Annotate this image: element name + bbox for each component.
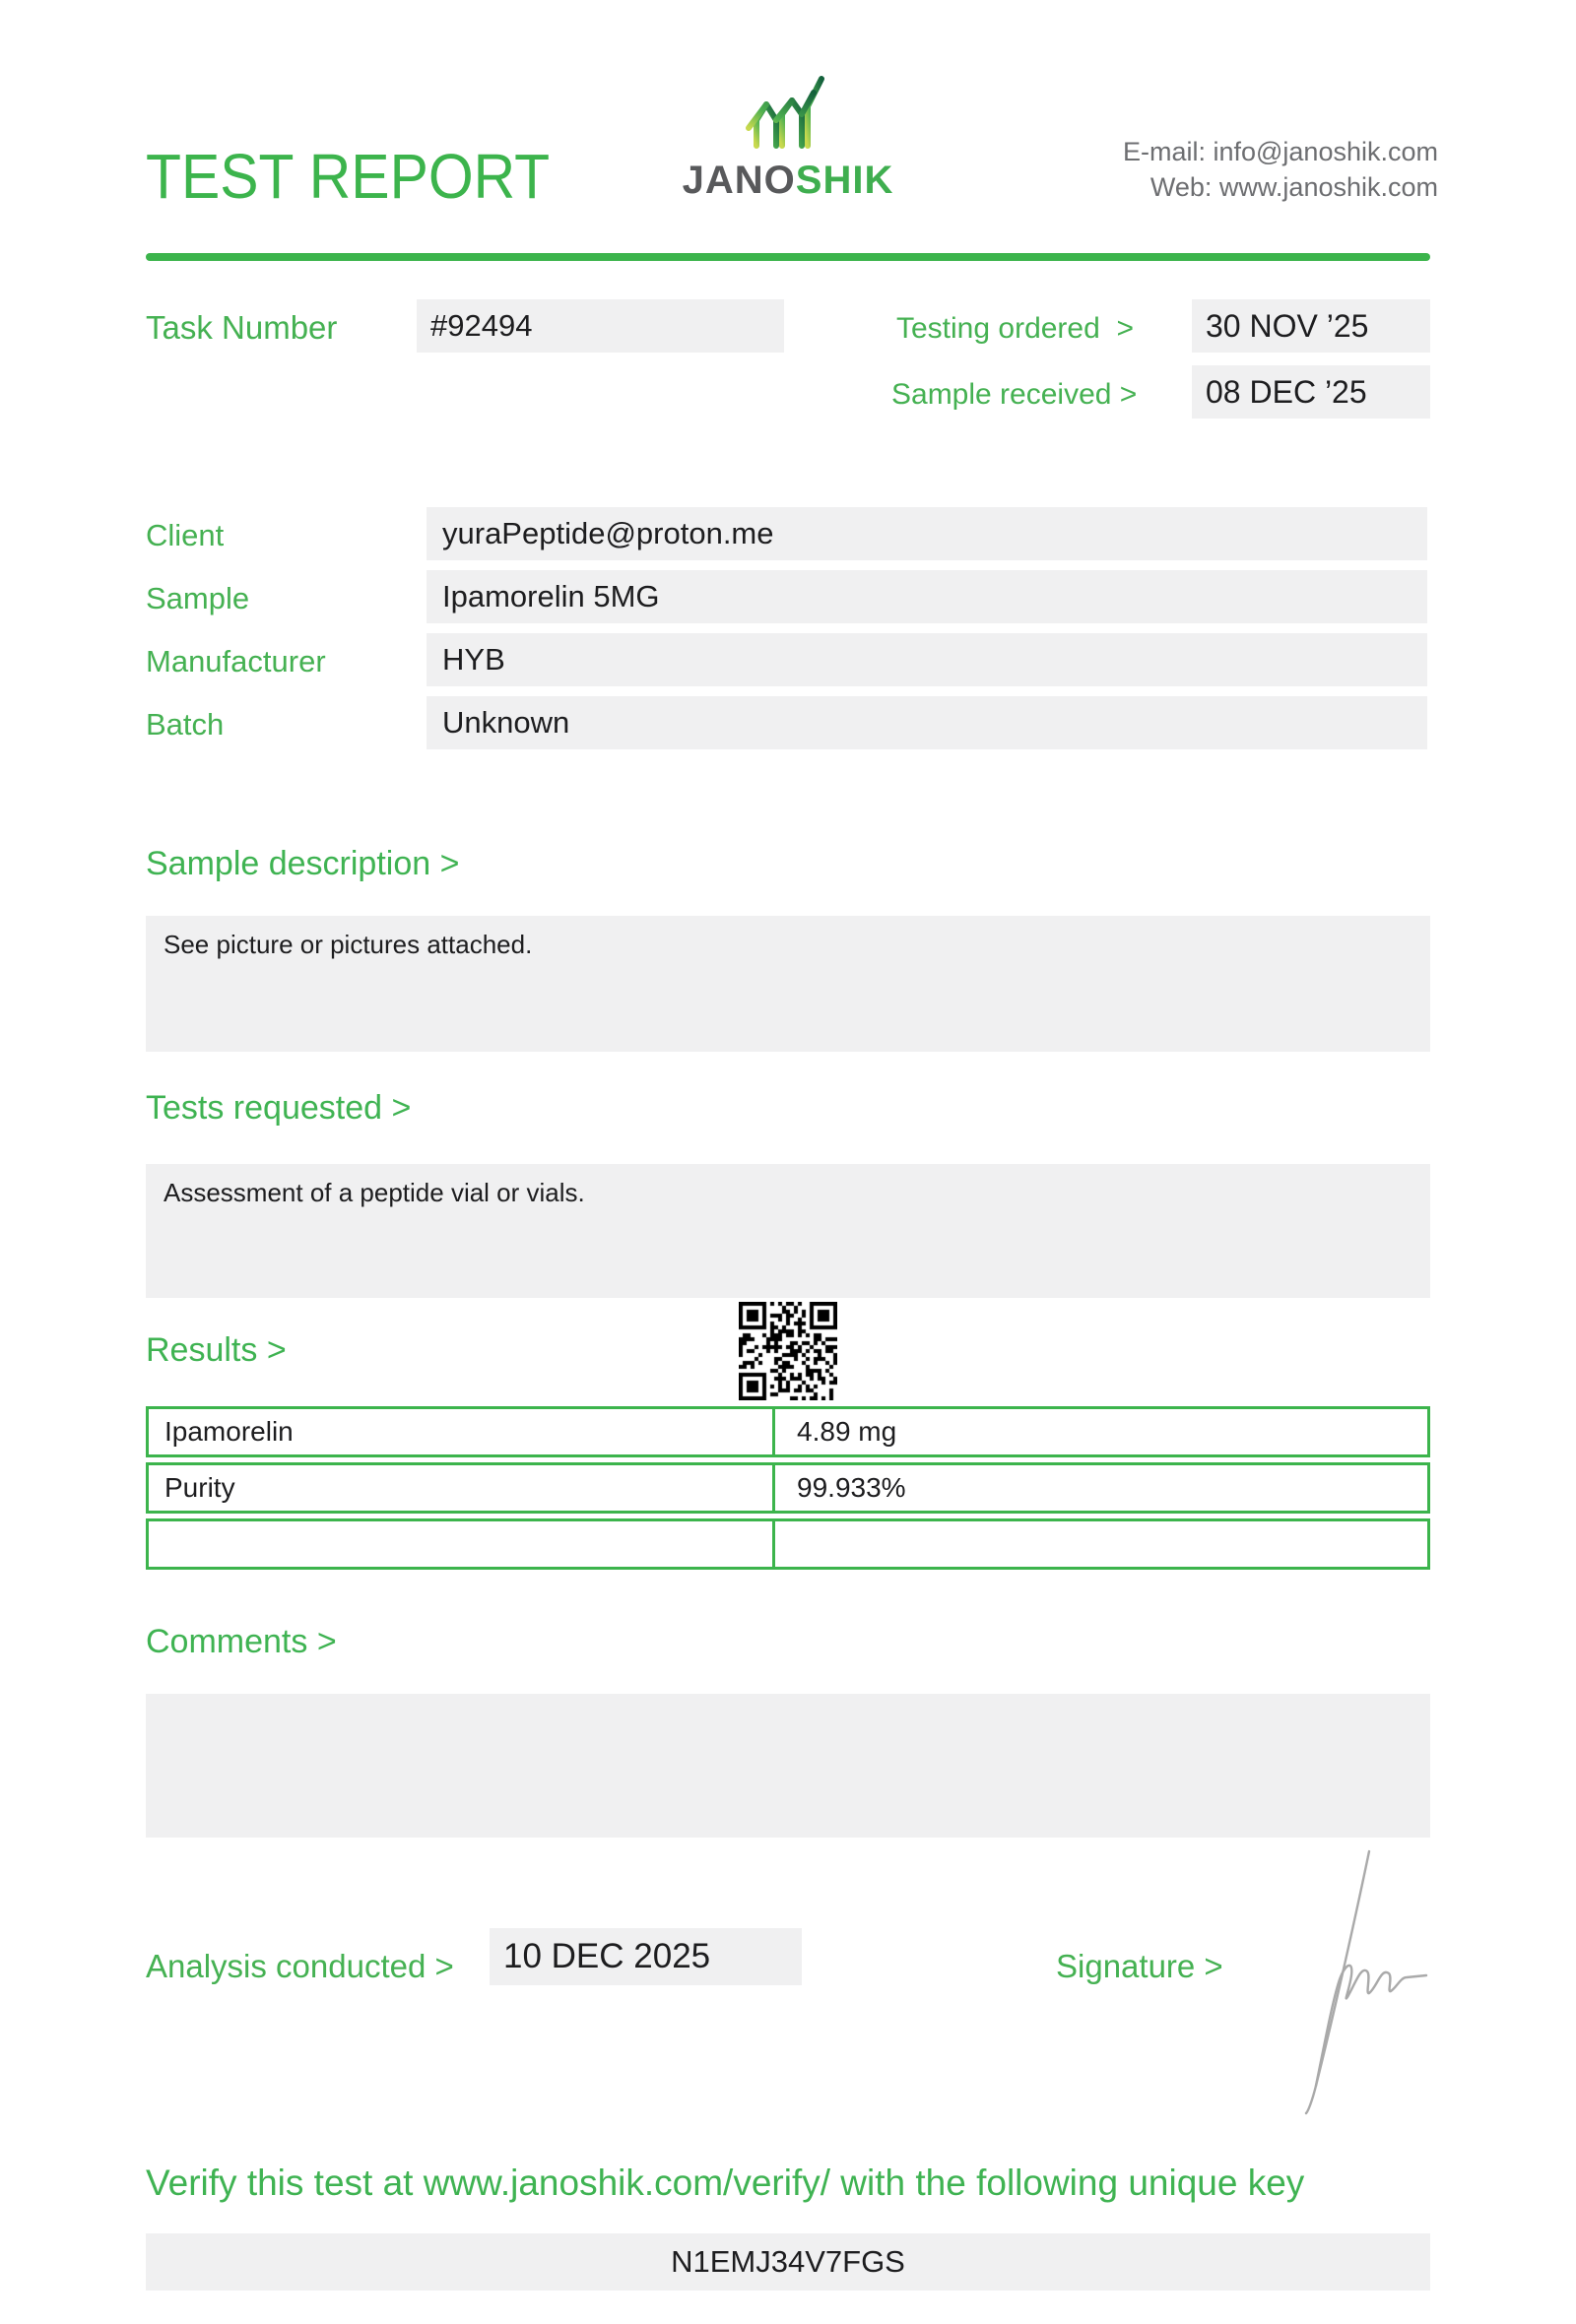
page-title: TEST REPORT <box>146 141 551 212</box>
verify-key-box <box>146 2233 1430 2291</box>
sample-description-box <box>146 916 1430 1052</box>
tests-requested-text: Assessment of a peptide vial or vials. <box>164 1178 585 1207</box>
arrow-icon: > <box>1116 312 1134 345</box>
result-name: Ipamorelin <box>149 1409 775 1454</box>
logo-shik: SHIK <box>795 159 894 202</box>
detail-value-batch: Unknown <box>427 696 1427 749</box>
qr-code <box>739 1302 837 1400</box>
detail-value-manufacturer: HYB <box>427 633 1427 686</box>
comments-heading: Comments > <box>146 1623 337 1660</box>
tests-requested-heading: Tests requested > <box>146 1089 412 1127</box>
tests-requested-box <box>146 1164 1430 1298</box>
results-heading: Results > <box>146 1331 287 1369</box>
signature-label: Signature > <box>1056 1948 1223 1984</box>
comments-box <box>146 1694 1430 1838</box>
detail-label-client: Client <box>146 518 225 552</box>
analysis-date-box <box>490 1928 802 1985</box>
verify-instruction: Verify this test at www.janoshik.com/verify/ with the following unique key <box>146 2163 1305 2203</box>
sample-received-value: 08 DEC ’25 <box>1206 373 1367 410</box>
detail-value-sample: Ipamorelin 5MG <box>427 570 1427 623</box>
result-value <box>775 1521 1427 1567</box>
sample-received-box <box>1192 365 1430 419</box>
growth-chart-icon <box>743 71 833 152</box>
detail-label-batch: Batch <box>146 707 225 742</box>
sample-description-text: See picture or pictures attached. <box>164 930 533 959</box>
signature-image <box>1271 1849 1433 2117</box>
testing-ordered-box <box>1192 299 1430 353</box>
analysis-conducted-label: Analysis conducted > <box>146 1948 454 1984</box>
testing-ordered-value: 30 NOV ’25 <box>1206 307 1369 344</box>
task-number-label: Task Number <box>146 309 338 346</box>
task-number-box <box>417 299 784 353</box>
logo-wordmark <box>678 159 898 203</box>
testing-ordered-label: Testing ordered > <box>896 312 1134 345</box>
verify-key-value: N1EMJ34V7FGS <box>671 2244 905 2279</box>
result-name <box>149 1521 775 1567</box>
sample-received-label: Sample received > <box>891 378 1138 411</box>
detail-value-client: yuraPeptide@proton.me <box>427 507 1427 560</box>
sample-description-heading: Sample description > <box>146 845 460 882</box>
detail-label-manufacturer: Manufacturer <box>146 644 326 678</box>
detail-label-sample: Sample <box>146 581 250 615</box>
results-row <box>146 1406 1430 1457</box>
janoshik-logo <box>678 71 898 203</box>
header-divider <box>146 253 1430 261</box>
arrow-icon: > <box>1119 378 1138 411</box>
result-value: 4.89 mg <box>797 1416 897 1447</box>
task-number-value: #92494 <box>430 308 533 343</box>
results-table <box>146 1406 1430 1575</box>
analysis-date-value: 10 DEC 2025 <box>503 1937 711 1975</box>
contact-email: E-mail: info@janoshik.com <box>1122 137 1438 166</box>
results-row <box>146 1462 1430 1514</box>
contact-block <box>1123 134 1438 205</box>
result-name: Purity <box>149 1465 775 1511</box>
logo-jano: JANO <box>682 159 796 202</box>
contact-web: Web: www.janoshik.com <box>1149 172 1438 202</box>
results-row <box>146 1518 1430 1570</box>
result-value: 99.933% <box>797 1472 906 1503</box>
